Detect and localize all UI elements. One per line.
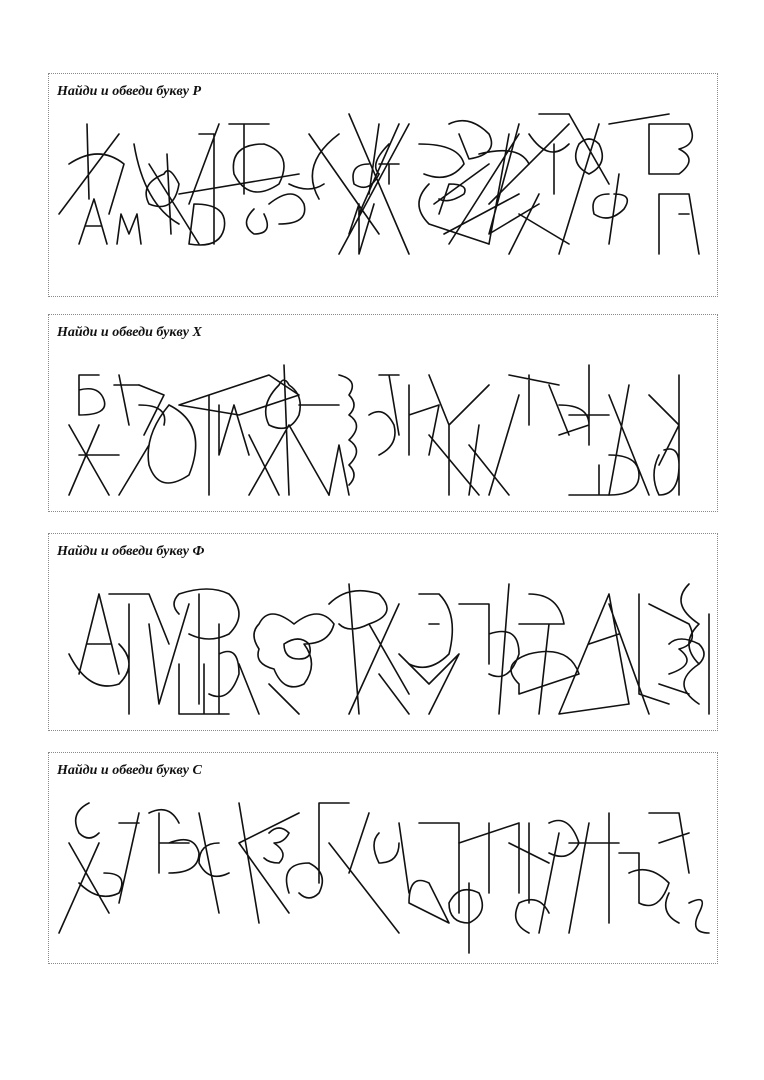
task-panel-2 [48, 314, 718, 512]
task-instruction: Найди и обведи букву Ф [57, 544, 205, 559]
task-panel-1 [48, 73, 718, 297]
letter-puzzle-drawing[interactable] [49, 104, 717, 294]
task-panel-3 [48, 533, 718, 731]
letter-puzzle-svg [49, 345, 717, 510]
letter-puzzle-drawing[interactable] [49, 564, 717, 729]
letter-puzzle-svg [49, 564, 717, 729]
task-panel-4 [48, 752, 718, 964]
task-instruction: Найди и обведи букву Р [57, 84, 201, 99]
letter-puzzle-svg [49, 104, 717, 294]
task-instruction: Найди и обведи букву Х [57, 325, 202, 340]
letter-puzzle-svg [49, 783, 717, 963]
letter-puzzle-drawing[interactable] [49, 345, 717, 510]
letter-puzzle-drawing[interactable] [49, 783, 717, 963]
task-instruction: Найди и обведи букву С [57, 763, 202, 778]
